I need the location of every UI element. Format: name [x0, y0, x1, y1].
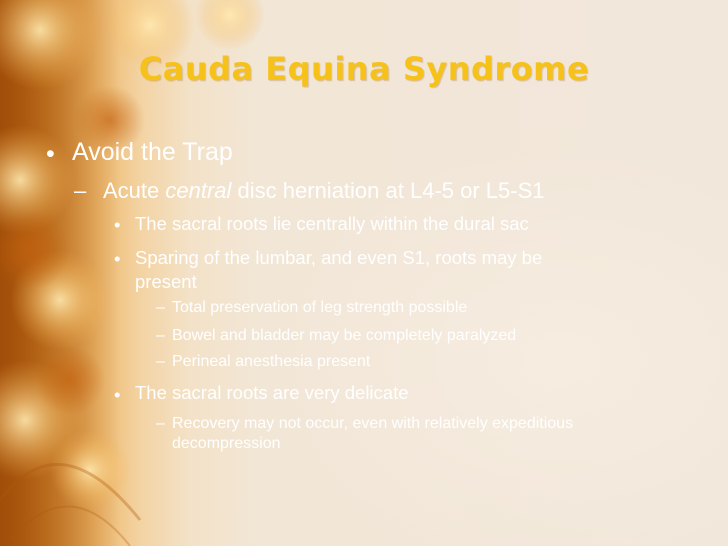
bullet-acute-central-disc-herniation: Acute central disc herniation at L4-5 or L5-S1 [103, 178, 545, 203]
dash-marker: – [156, 353, 165, 370]
bullet-perineal-anesthesia: Perineal anesthesia present [172, 353, 371, 370]
bullet-sparing-lumbar-line2: present [135, 271, 197, 292]
dash-marker: – [156, 415, 165, 432]
bullet-marker: • [114, 384, 121, 405]
slide-title: Cauda Equina Syndrome [138, 50, 590, 88]
bullet-bowel-bladder: Bowel and bladder may be completely paralyzed [172, 327, 517, 344]
bullet-avoid-the-trap: Avoid the Trap [72, 138, 233, 166]
bullet-marker: • [46, 140, 55, 168]
bullet-recovery-line1: Recovery may not occur, even with relatively expeditious [172, 415, 574, 432]
dash-marker: – [74, 178, 87, 203]
dash-marker: – [156, 299, 165, 316]
bullet-leg-strength: Total preservation of leg strength possible [172, 299, 468, 316]
emphasis-central: central [165, 178, 232, 203]
bullet-sacral-roots-delicate: The sacral roots are very delicate [135, 382, 409, 403]
bullet-sacral-roots-centrally: The sacral roots lie centrally within the dural sac [135, 213, 529, 234]
bullet-marker: • [114, 214, 121, 235]
bullet-recovery-line2: decompression [172, 435, 281, 452]
bullet-sparing-lumbar-line1: Sparing of the lumbar, and even S1, roots may be [135, 247, 543, 268]
dash-marker: – [156, 327, 165, 344]
bullet-marker: • [114, 248, 121, 269]
